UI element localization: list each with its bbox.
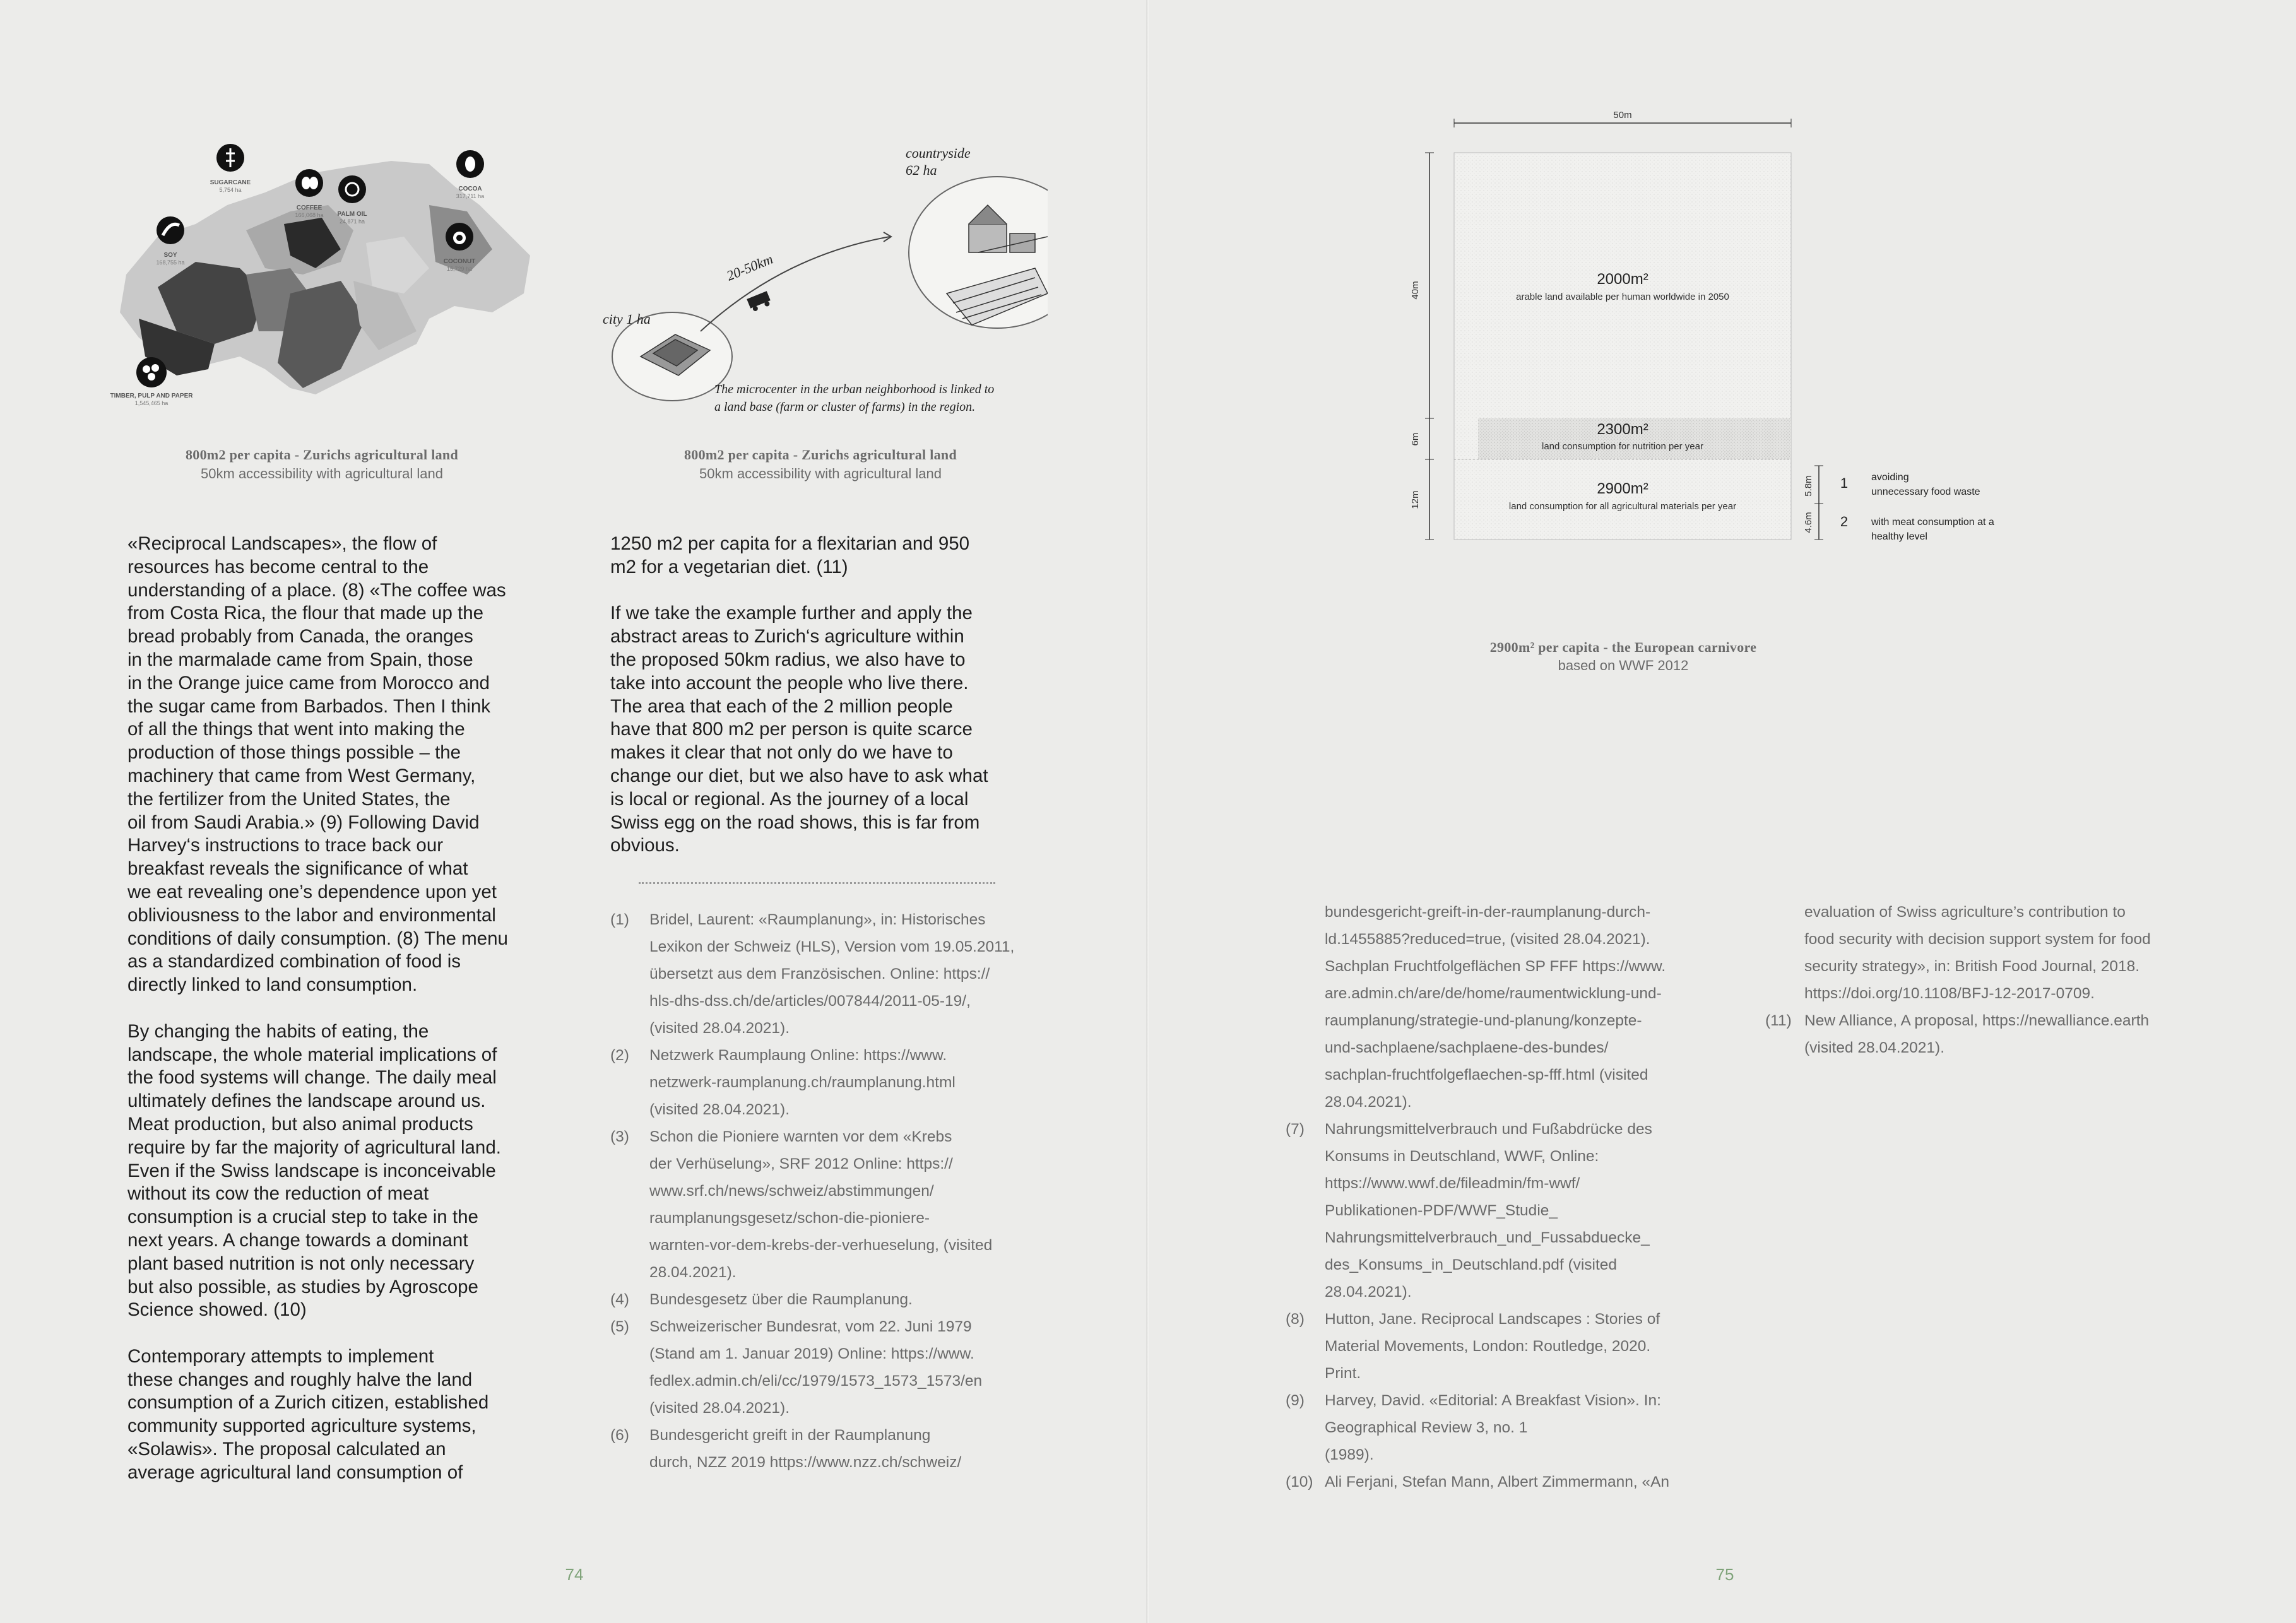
- figure2-caption-title: 800m2 per capita - Zurichs agricultural land: [683, 447, 957, 463]
- footnote-text: Schweizerischer Bundesrat, vom 22. Juni 1979 (Stand am 1. Januar 2019) Online: https://www. fedlex.admin.ch/eli/cc/1979/1573_1573_1573/en (visited 28.04.2021).: [649, 1318, 983, 1417]
- height-40-label: 40m: [1410, 281, 1421, 300]
- map-label-sugarcane: SUGARCANE: [210, 179, 251, 186]
- footnote-number: (7): [1286, 1121, 1305, 1138]
- soy-icon: [157, 216, 184, 244]
- palm-oil-icon: [338, 175, 366, 203]
- figure3-caption-subtitle: based on WWF 2012: [1558, 658, 1689, 673]
- reason-2-line1: with meat consumption at a: [1871, 517, 1994, 528]
- sketch-note-line2: a land base (farm or cluster of farms) in the region.: [714, 400, 976, 414]
- map-value-sugarcane: 5,754 ha: [219, 187, 242, 193]
- figure1-caption-title: 800m2 per capita - Zurichs agricultural land: [185, 447, 459, 463]
- footnote-text: Harvey, David. «Editorial: A Breakfast Vision». In: Geographical Review 3, no. 1 (1989).: [1325, 1392, 1661, 1463]
- countryside-area-label: 62 ha: [906, 162, 937, 178]
- cocoa-icon: [456, 150, 484, 178]
- footnote-text: Schon die Pioniere warnten vor dem «Krebs der Verhüselung», SRF 2012 Online: https:// www.srf.ch/news/schweiz/abstimmungen/ raumplanungsgesetz/schon-die-pioniere- warnten-vor-dem-krebs-der-verhueselung, (visited 28.04.2021).: [649, 1128, 993, 1281]
- right-page: [1150, 0, 2296, 1623]
- map-value-palm-oil: 24,871 ha: [339, 218, 365, 225]
- footnote-number: (2): [610, 1047, 629, 1064]
- footnote-number: (4): [610, 1291, 629, 1308]
- footnotes-left: [610, 906, 1077, 1476]
- marker-1: 1: [1840, 475, 1849, 491]
- page-number-left: 74: [565, 1565, 584, 1584]
- map-label-coconut: COCONUT: [443, 258, 476, 265]
- coffee-icon: [295, 169, 323, 197]
- width-label: 50m: [1613, 110, 1632, 121]
- footnote-item: [1286, 1306, 1753, 1387]
- area-2000-desc: arable land available per human worldwide in 2050: [1516, 292, 1729, 302]
- footnote-number: (1): [610, 911, 629, 928]
- footnotes-right-col2: [1765, 899, 2258, 1061]
- body-text-column-1: «Reciprocal Landscapes», the flow of resources has become central to the understanding of a place. (8) «The coffee was from Costa Rica, the flour that made up the bread probably from Canada, the oranges in the marmalade came from Spain, those in the Orange juice came from Morocco and the sugar came from Barbados. Then I think of all the things that went into making the production of those things possible – the machinery that came from West Germany, the fertilizer from the United States, the oil from Saudi Arabia.» (9) Following David Harvey‘s instructions to trace back our breakfast reveals the significance of what we eat revealing one’s dependence upon yet obliviousness to the labor and environmental conditions of daily consumption. (8) The menu as a standardized combination of food is directly linked to land consumption. By changing the habits of eating, the landscape, the whole material implications of the food systems will change. The daily meal ultimately defines the landscape around us. Meat production, but also animal products require by far the majority of agricultural land. Even if the Swiss landscape is inconceivable without its cow the reduction of meat consumption is a crucial step to take in the next years. A change towards a dominant plant based nutrition is not only necessary but also possible, as studies by Agroscope Science showed. (10) Contemporary attempts to implement these changes and roughly halve the land consumption of a Zurich citizen, established community supported agriculture systems, «Solawis». The proposal calculated an average agricultural land consumption of: [127, 533, 508, 1483]
- connection-arrow: [701, 237, 890, 331]
- footnote-number: (8): [1286, 1311, 1305, 1328]
- countryside-label: countryside: [906, 145, 971, 161]
- reason-1-line2: unnecessary food waste: [1871, 487, 1980, 497]
- map-label-palm-oil: PALM OIL: [337, 211, 367, 218]
- footnote-text: evaluation of Swiss agriculture’s contribution to food security with decision support system for food security strategy», in: British Food Journal, 2018. https://doi.org/10.1108/BFJ-12-2017-0709.: [1804, 904, 2151, 1002]
- footnote-item: [610, 1123, 1077, 1286]
- footnote-item: [1286, 1468, 1753, 1496]
- footnote-item: [610, 1422, 1077, 1476]
- map-label-coffee: COFFEE: [296, 204, 323, 211]
- footnote-item: [610, 1042, 1077, 1123]
- footnote-text: New Alliance, A proposal, https://newalliance.earth (visited 28.04.2021).: [1804, 1012, 2150, 1056]
- figure2-caption-subtitle: 50km accessibility with agricultural land: [699, 466, 942, 481]
- sugarcane-icon: [216, 144, 244, 172]
- footnote-item: [1286, 1116, 1753, 1306]
- body-text-column-2: 1250 m2 per capita for a flexitarian and 950 m2 for a vegetarian diet. (11) If we take the example further and apply the abstract areas to Zurich‘s agriculture within the proposed 50km radius, we also have to take into account the people who live there. The area that each of the 2 million people have that 800 m2 per person is quite scarce makes it clear that not only do we have to change our diet, but we also have to ask what is local or regional. As the journey of a local Swiss egg on the road shows, this is far from obvious.: [610, 533, 988, 856]
- figure1-caption-subtitle: 50km accessibility with agricultural land: [201, 466, 443, 481]
- dim-5-8-label: 5.8m: [1803, 475, 1814, 497]
- area-2900-desc: land consumption for all agricultural materials per year: [1508, 501, 1737, 512]
- footnote-text: Nahrungsmittelverbrauch und Fußabdrücke des Konsums in Deutschland, WWF, Online: https://www.wwf.de/fileadmin/fm-wwf/ Publikationen-PDF/WWF_Studie_ Nahrungsmittelverbrauch_und_Fussabduecke_ des_Konsums_in_Deutschland.pdf (visited 28.04.2021).: [1325, 1121, 1652, 1301]
- map-label-cocoa: COCOA: [458, 186, 482, 192]
- marker-2: 2: [1840, 514, 1849, 529]
- footnote-divider: [639, 882, 995, 884]
- page-number-right: 75: [1715, 1565, 1734, 1584]
- distance-label: 20-50km: [724, 251, 776, 284]
- city-label: city 1 ha: [603, 311, 651, 327]
- truck-icon: [747, 291, 772, 312]
- area-2300-label: 2300m²: [1597, 421, 1648, 438]
- footnote-number: [1286, 899, 1325, 1116]
- area-2000-label: 2000m²: [1597, 271, 1648, 288]
- map-label-soy: SOY: [163, 252, 177, 259]
- footnote-item: [1765, 1007, 2258, 1061]
- reason-1-line1: avoiding: [1871, 472, 1909, 483]
- dim-4-6-label: 4.6m: [1803, 512, 1814, 533]
- footnote-number: (5): [610, 1318, 629, 1335]
- area-2900-label: 2900m²: [1597, 480, 1648, 497]
- footnote-item: [610, 1286, 1077, 1313]
- timber-icon: [136, 357, 167, 387]
- reason-2-line2: healthy level: [1871, 531, 1927, 542]
- height-12-label: 12m: [1410, 490, 1421, 509]
- map-value-coffee: 166,068 ha: [295, 212, 324, 218]
- footnote-number: (3): [610, 1128, 629, 1145]
- area-2300-desc: land consumption for nutrition per year: [1542, 441, 1703, 452]
- footnote-text: Bundesgesetz über die Raumplanung.: [649, 1291, 913, 1308]
- map-value-soy: 168,755 ha: [156, 259, 185, 266]
- map-value-coconut: 15,729 ha: [446, 266, 473, 272]
- footnote-text: Bundesgericht greift in der Raumplanung durch, NZZ 2019 https://www.nzz.ch/schweiz/: [649, 1427, 962, 1471]
- city-countryside-sketch: [593, 129, 1048, 426]
- coconut-icon: [446, 223, 473, 251]
- footnote-item: [1765, 899, 2258, 1007]
- map-label-timber: TIMBER, PULP AND PAPER: [110, 392, 193, 399]
- footnote-number: (9): [1286, 1392, 1305, 1409]
- figure3-caption-title: 2900m² per capita - the European carnivore: [1489, 639, 1757, 655]
- footnote-text: Netzwerk Raumplaung Online: https://www. netzwerk-raumplanung.ch/raumplanung.html (visited 28.04.2021).: [649, 1047, 956, 1118]
- footnote-item: [1286, 899, 1753, 1116]
- footnote-item: [610, 1313, 1077, 1422]
- footnote-text: Bridel, Laurent: «Raumplanung», in: Historisches Lexikon der Schweiz (HLS), Version vom 19.05.2011, übersetzt aus dem Französischen. Online: https:// hls-dhs-dss.ch/de/articles/007844/2011-05-19/, (visited 28.04.2021).: [649, 911, 1015, 1037]
- footnote-text: Hutton, Jane. Reciprocal Landscapes : Stories of Material Movements, London: Routledge, 2020. Print.: [1325, 1311, 1660, 1382]
- left-page: [0, 0, 1147, 1623]
- footnote-item: [1286, 1387, 1753, 1468]
- map-value-timber: 1,545,465 ha: [134, 400, 169, 406]
- footnote-item: [610, 906, 1077, 1042]
- footnote-number: (6): [610, 1427, 629, 1444]
- footnotes-right-col1: [1286, 899, 1753, 1496]
- switzerland-map-figure: [101, 129, 543, 426]
- sketch-note-line1: The microcenter in the urban neighborhood is linked to: [714, 382, 995, 396]
- footnote-number: [1765, 899, 1804, 1007]
- footnote-text: bundesgericht-greift-in-der-raumplanung-durch- ld.1455885?reduced=true, (visited 28.04.2021). Sachplan Fruchtfolgeflächen SP FFF https://www. are.admin.ch/are/de/home/raumentwicklung-und- raumplanung/strategie-und-planung/konzepte- und-sachplaene/sachplaene-des-bundes/ sachplan-fruchtfolgeflaechen-sp-fff.html (visited 28.04.2021).: [1325, 904, 1666, 1111]
- height-6-label: 6m: [1410, 432, 1421, 446]
- footnote-number: (10): [1286, 1473, 1313, 1490]
- footnote-number: (11): [1765, 1012, 1792, 1029]
- footnote-text: Ali Ferjani, Stefan Mann, Albert Zimmermann, «An: [1325, 1473, 1670, 1490]
- land-area-diagram: [1150, 95, 2296, 562]
- map-value-cocoa: 317,711 ha: [456, 193, 485, 199]
